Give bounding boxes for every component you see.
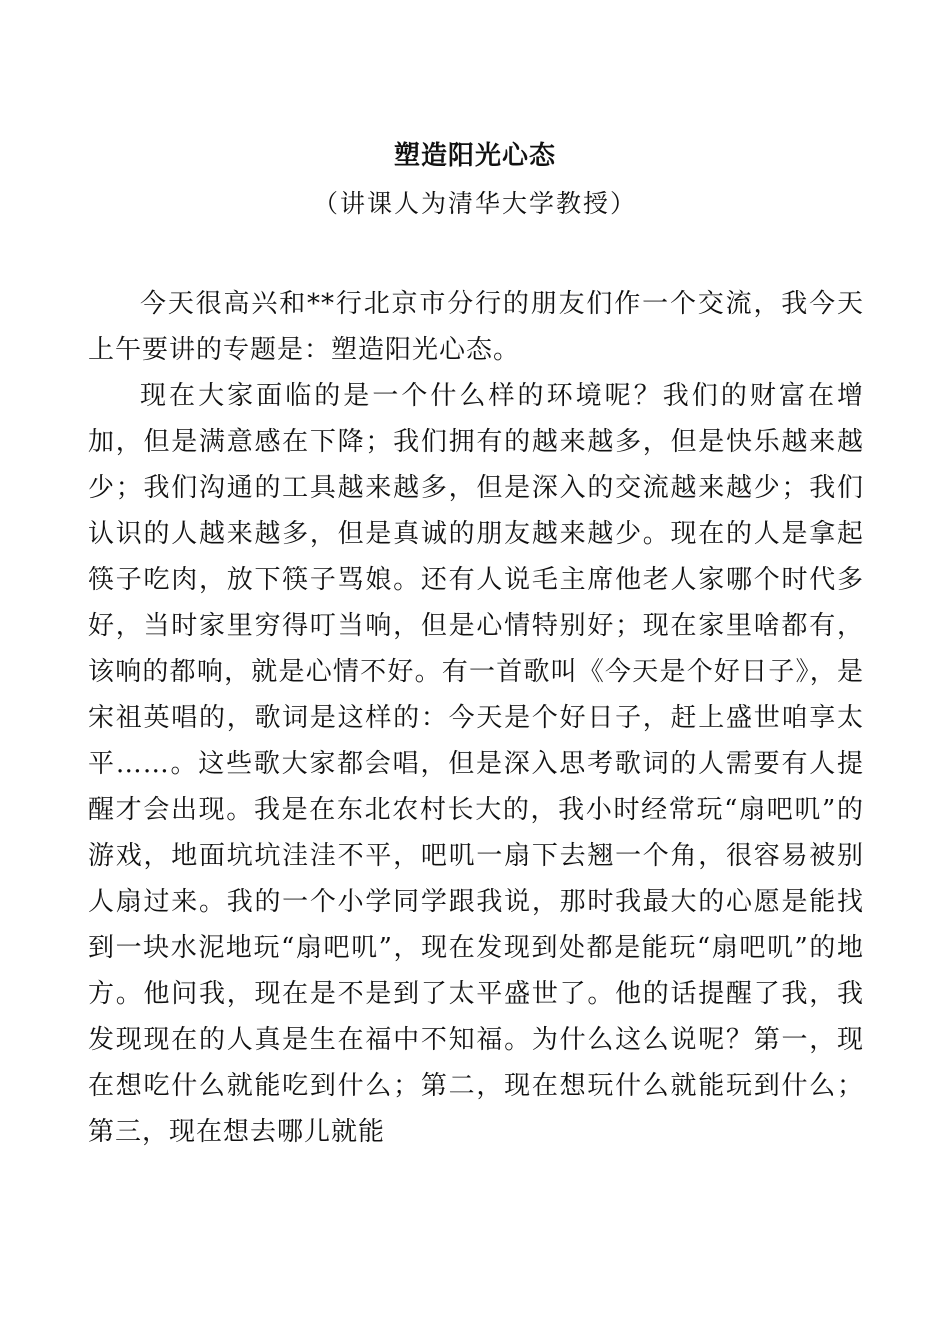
document-title: 塑造阳光心态 xyxy=(393,141,556,171)
paragraph-intro: 今天很高兴和**行北京市分行的朋友们作一个交流，我今天上午要讲的专题是：塑造阳光心态。 xyxy=(88,289,864,365)
document-subtitle: （讲课人为清华大学教授） xyxy=(312,189,637,218)
document-body xyxy=(88,281,864,1155)
paragraph-environment: 现在大家面临的是一个什么样的环境呢？我们的财富在增加，但是满意感在下降；我们拥有的越来越多，但是快乐越来越少；我们沟通的工具越来越多，但是深入的交流越来越少；我们认识的人越来越多，但是真诚的朋友越来越少。现在的人是拿起筷子吃肉，放下筷子骂娘。还有人说毛主席他老人家哪个时代多好，当时家里穷得叮当响，但是心情特别好；现在家里啥都有，该响的都响，就是心情不好。有一首歌叫《今天是个好日子》，是宋祖英唱的，歌词是这样的：今天是个好日子，赶上盛世咱享太平……。这些歌大家都会唱，但是深入思考歌词的人需要有人提醒才会出现。我是在东北农村长大的，我小时经常玩“扇吧叽”的游戏，地面坑坑洼洼不平，吧叽一扇下去翘一个角，很容易被别人扇过来。我的一个小学同学跟我说，那时我最大的心愿是能找到一块水泥地玩“扇吧叽”，现在发现到处都是能玩“扇吧叽”的地方。他问我，现在是不是到了太平盛世了。他的话提醒了我，我发现现在的人真是生在福中不知福。为什么这么说呢？第一，现在想吃什么就能吃到什么；第二，现在想玩什么就能玩到什么；第三，现在想去哪儿就能 xyxy=(88,381,864,1147)
